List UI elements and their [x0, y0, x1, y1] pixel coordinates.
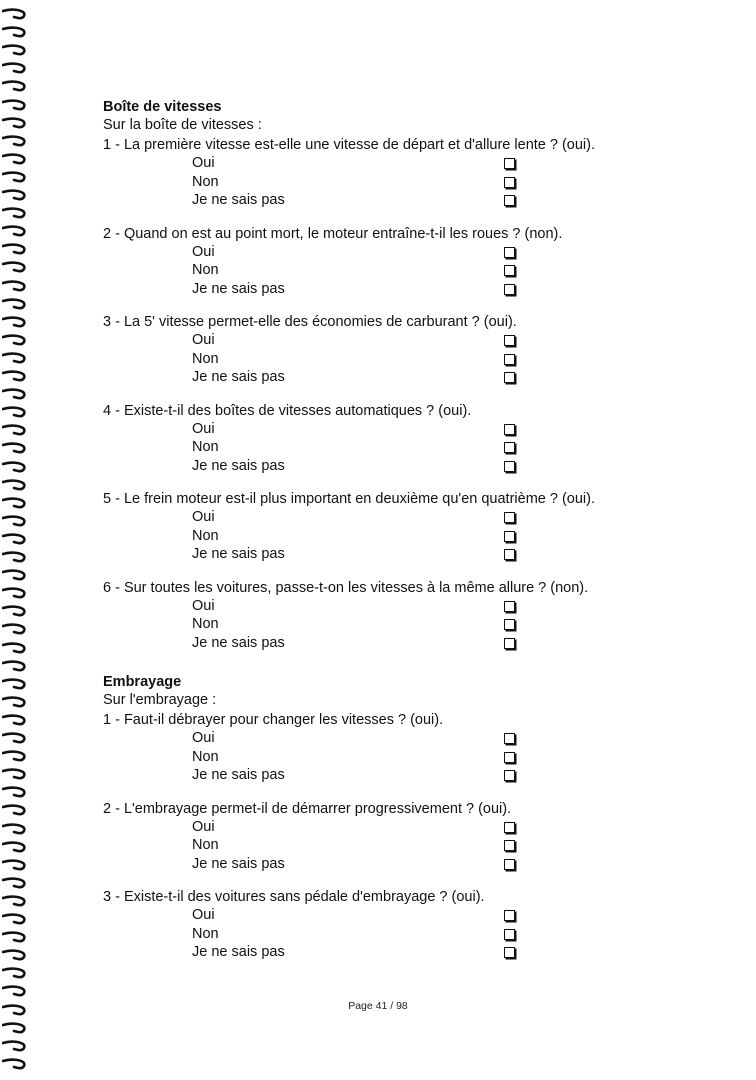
- answer-label: Je ne sais pas: [192, 855, 285, 872]
- checkbox[interactable]: [504, 531, 515, 542]
- answer-label: Oui: [192, 509, 215, 525]
- answer-option[interactable]: [103, 943, 663, 962]
- binding-coil: [2, 786, 26, 799]
- question: [103, 225, 663, 299]
- checkbox[interactable]: [504, 512, 515, 523]
- binding-coil: [2, 587, 26, 600]
- answer-label: Non: [192, 925, 219, 942]
- answer-option[interactable]: [103, 545, 663, 564]
- binding-coil: [2, 877, 26, 890]
- binding-coil: [2, 642, 26, 655]
- question-text: 2 - Quand on est au point mort, le moteur entraîne-t-il les roues ? (non).: [103, 225, 563, 242]
- binding-coil: [2, 171, 26, 184]
- checkbox[interactable]: [504, 177, 515, 188]
- answer-option[interactable]: [103, 331, 663, 350]
- checkbox[interactable]: [504, 195, 515, 206]
- checkbox[interactable]: [504, 733, 515, 744]
- question-text: 2 - L'embrayage permet-il de démarrer progressivement ? (oui).: [103, 800, 512, 817]
- binding-coil: [2, 859, 26, 872]
- binding-coil: [2, 479, 26, 492]
- page-number: Page 41 / 98: [348, 1000, 408, 1012]
- answer-option[interactable]: [103, 280, 663, 299]
- question: [103, 490, 663, 564]
- answer-option[interactable]: [103, 191, 663, 210]
- binding-coil: [2, 623, 26, 636]
- checkbox[interactable]: [504, 265, 515, 276]
- question-text: 3 - Existe-t-il des voitures sans pédale d'embrayage ? (oui).: [103, 889, 485, 905]
- answer-option[interactable]: [103, 748, 663, 767]
- answer-label: Non: [192, 350, 219, 367]
- question: [103, 313, 663, 387]
- answer-label: Non: [192, 527, 219, 544]
- answer-option[interactable]: [103, 154, 663, 173]
- binding-coil: [2, 189, 26, 202]
- binding-coil: [2, 931, 26, 944]
- binding-coil: [2, 352, 26, 365]
- binding-coil: [2, 913, 26, 926]
- binding-coil: [2, 99, 26, 112]
- answer-option[interactable]: [103, 261, 663, 280]
- binding-coil: [2, 62, 26, 75]
- checkbox[interactable]: [504, 929, 515, 940]
- answer-label: Oui: [192, 420, 215, 437]
- question: [103, 711, 663, 785]
- binding-coil: [2, 804, 26, 817]
- answer-label: Non: [192, 173, 219, 190]
- binding-coil: [2, 841, 26, 854]
- binding-coil: [2, 461, 26, 474]
- binding-coil: [2, 732, 26, 745]
- answer-label: Je ne sais pas: [192, 767, 285, 783]
- binding-coil: [2, 316, 26, 329]
- binding-coil: [2, 8, 26, 21]
- question: [103, 136, 663, 210]
- answer-option[interactable]: [103, 906, 663, 925]
- question: [103, 402, 663, 476]
- question-text: 1 - La première vitesse est-elle une vitesse de départ et d'allure lente ? (oui).: [103, 137, 596, 153]
- checkbox[interactable]: [504, 619, 515, 630]
- binding-coil: [2, 660, 26, 673]
- binding-coil: [2, 334, 26, 347]
- answer-option[interactable]: [103, 350, 663, 369]
- answer-label: Non: [192, 262, 219, 278]
- checkbox[interactable]: [504, 461, 515, 472]
- binding-coil: [2, 44, 26, 57]
- question: [103, 579, 663, 653]
- question: [103, 888, 663, 962]
- answer-label: Oui: [192, 243, 215, 260]
- binding-coil: [2, 298, 26, 311]
- binding-coil: [2, 207, 26, 220]
- binding-coil: [2, 895, 26, 908]
- section-title: Embrayage: [103, 674, 182, 690]
- question: [103, 800, 663, 874]
- binding-coil: [2, 569, 26, 582]
- answer-option[interactable]: [103, 925, 663, 944]
- binding-coil: [2, 406, 26, 419]
- answer-option[interactable]: [103, 368, 663, 387]
- binding-coil: [2, 26, 26, 39]
- answer-label: Oui: [192, 332, 215, 348]
- binding-coil: [2, 967, 26, 980]
- answer-label: Oui: [192, 597, 215, 614]
- binding-coil: [2, 678, 26, 691]
- answer-label: Je ne sais pas: [192, 944, 285, 960]
- answer-label: Non: [192, 748, 219, 765]
- answer-option[interactable]: [103, 597, 663, 616]
- checkbox[interactable]: [504, 335, 515, 346]
- section: [103, 98, 663, 652]
- answer-option[interactable]: [103, 173, 663, 192]
- binding-coil: [2, 551, 26, 564]
- binding-coil: [2, 985, 26, 998]
- answer-label: Je ne sais pas: [192, 546, 285, 562]
- binding-coil: [2, 768, 26, 781]
- answer-label: Non: [192, 439, 219, 455]
- binding-coil: [2, 949, 26, 962]
- answer-label: Je ne sais pas: [192, 457, 285, 474]
- binding-coil: [2, 1022, 26, 1035]
- binding-coil: [2, 714, 26, 727]
- question-text: 6 - Sur toutes les voitures, passe-t-on les vitesses à la même allure ? (non).: [103, 579, 589, 596]
- question-text: 5 - Le frein moteur est-il plus important en deuxième qu'en quatrième ? (oui).: [103, 491, 595, 507]
- answer-label: Je ne sais pas: [192, 634, 285, 651]
- checkbox[interactable]: [504, 372, 515, 383]
- answer-label: Oui: [192, 155, 215, 171]
- answer-label: Non: [192, 616, 219, 632]
- answer-label: Oui: [192, 907, 215, 923]
- binding-coil: [2, 370, 26, 383]
- answer-label: Oui: [192, 730, 215, 746]
- answer-option[interactable]: [103, 855, 663, 874]
- answer-option[interactable]: [103, 818, 663, 837]
- binding-coil: [2, 750, 26, 763]
- checkbox[interactable]: [504, 354, 515, 365]
- checkbox[interactable]: [504, 947, 515, 958]
- answer-option[interactable]: [103, 438, 663, 457]
- checkbox[interactable]: [504, 840, 515, 851]
- binding-coil: [2, 823, 26, 836]
- checkbox[interactable]: [504, 284, 515, 295]
- binding-coil: [2, 1058, 26, 1071]
- answer-option[interactable]: [103, 527, 663, 546]
- binding-coil: [2, 261, 26, 274]
- binding-coil: [2, 497, 26, 510]
- binding-coil: [2, 280, 26, 293]
- answer-label: Je ne sais pas: [192, 369, 285, 385]
- checkbox[interactable]: [504, 549, 515, 560]
- answer-label: Oui: [192, 818, 215, 835]
- checkbox[interactable]: [504, 601, 515, 612]
- checkbox[interactable]: [504, 859, 515, 870]
- answer-option[interactable]: [103, 766, 663, 785]
- checkbox[interactable]: [504, 770, 515, 781]
- binding-coil: [2, 442, 26, 455]
- section: [103, 673, 663, 962]
- answer-option[interactable]: [103, 508, 663, 527]
- question-text: 1 - Faut-il débrayer pour changer les vitesses ? (oui).: [103, 712, 444, 728]
- binding-coil: [2, 424, 26, 437]
- binding-coil: [2, 153, 26, 166]
- answer-option[interactable]: [103, 634, 663, 653]
- answer-label: Je ne sais pas: [192, 280, 285, 297]
- binding-coil: [2, 605, 26, 618]
- binding-coil: [2, 80, 26, 93]
- binding-coil: [2, 135, 26, 148]
- questionnaire: [103, 98, 663, 962]
- binding-coil: [2, 696, 26, 709]
- answer-option[interactable]: [103, 420, 663, 439]
- answer-option[interactable]: [103, 615, 663, 634]
- checkbox[interactable]: [504, 752, 515, 763]
- answer-option[interactable]: [103, 243, 663, 262]
- section-intro: Sur la boîte de vitesses :: [103, 117, 262, 133]
- question-text: 4 - Existe-t-il des boîtes de vitesses automatiques ? (oui).: [103, 402, 472, 419]
- checkbox[interactable]: [504, 158, 515, 169]
- checkbox[interactable]: [504, 638, 515, 649]
- section-intro: Sur l'embrayage :: [103, 692, 217, 708]
- binding-coil: [2, 533, 26, 546]
- checkbox[interactable]: [504, 424, 515, 435]
- section-title: Boîte de vitesses: [103, 99, 222, 115]
- answer-label: Non: [192, 837, 219, 853]
- answer-option[interactable]: [103, 729, 663, 748]
- binding-coil: [2, 117, 26, 130]
- binding-coil: [2, 243, 26, 256]
- checkbox[interactable]: [504, 442, 515, 453]
- checkbox[interactable]: [504, 822, 515, 833]
- binding-coil: [2, 388, 26, 401]
- checkbox[interactable]: [504, 247, 515, 258]
- binding-coil: [2, 515, 26, 528]
- checkbox[interactable]: [504, 910, 515, 921]
- question-text: 3 - La 5' vitesse permet-elle des économies de carburant ? (oui).: [103, 314, 517, 330]
- spiral-binding: [0, 0, 36, 1080]
- binding-coil: [2, 1040, 26, 1053]
- answer-option[interactable]: [103, 457, 663, 476]
- answer-label: Je ne sais pas: [192, 192, 285, 208]
- binding-coil: [2, 225, 26, 238]
- answer-option[interactable]: [103, 836, 663, 855]
